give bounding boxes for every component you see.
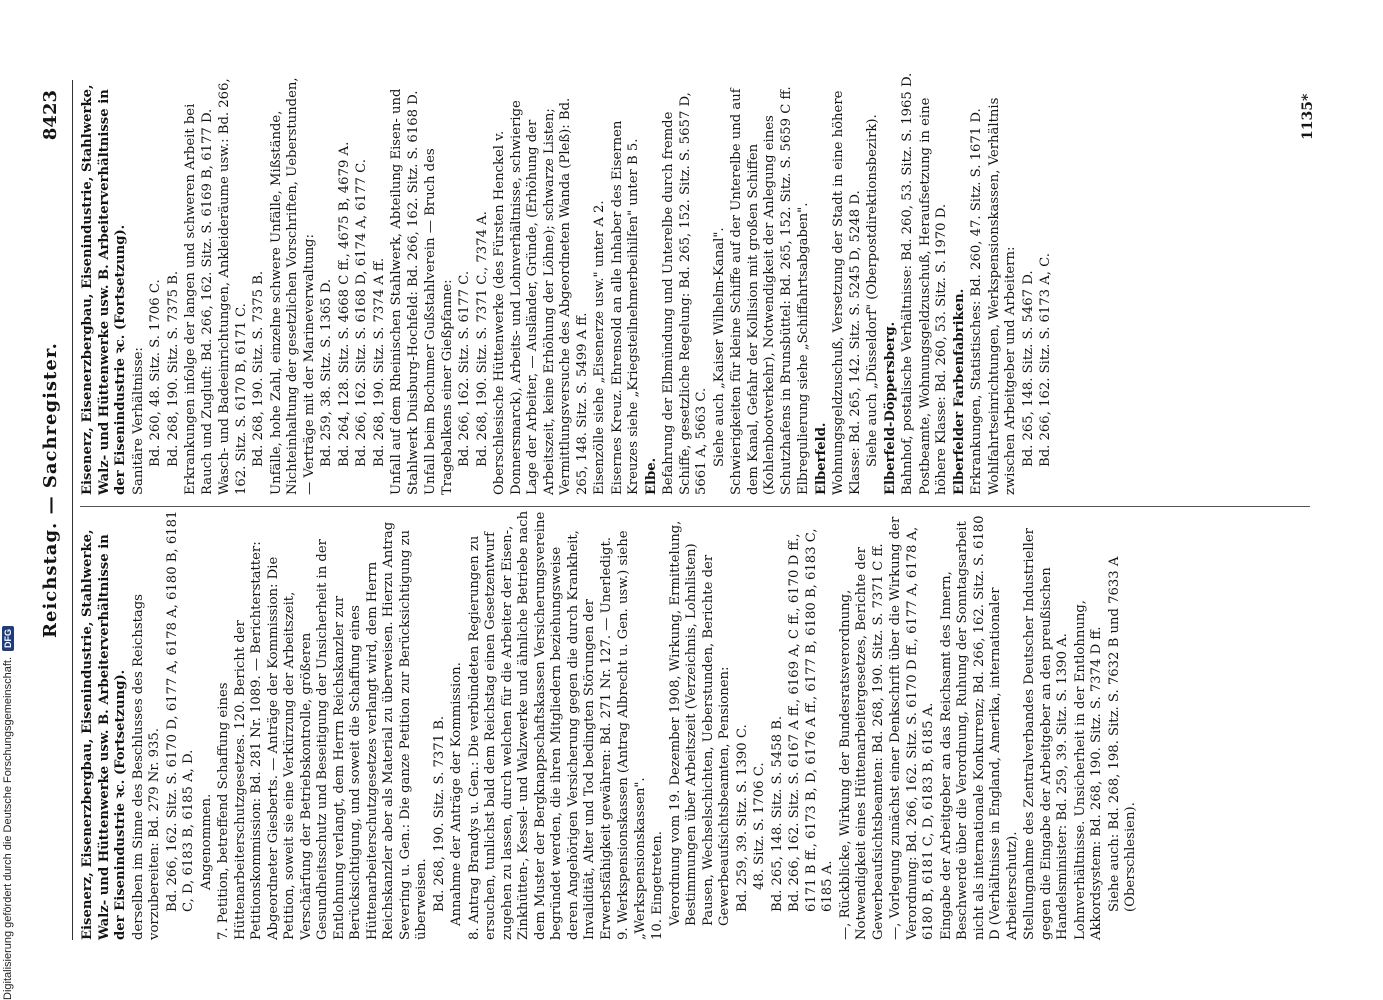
index-entry: Bd. 266, 162. Sitz. S. 6173 A, C. bbox=[1038, 253, 1053, 467]
index-entry: Bd. 268, 190. Sitz. S. 7371 B. bbox=[431, 715, 447, 912]
index-entry: Bd. 268, 190. Sitz. S. 7375 B. bbox=[165, 270, 181, 467]
index-entry: Oberschlesische Hüttenwerke (des Fürsten Henckel v. Donnersmarck), Arbeits- und Lohnverhältnisse, schwierige Lage der Arbeiter, — Ausländer, Gründe, (Erhöhung der Arbeitszeit, keine Erhöhung der Löhne); schwarze Listen; Vermittlungsversuche des Abgeordneten Wanda (Pleß): Bd. 265, 148. Sitz. S. 5499 A ff. bbox=[492, 97, 590, 495]
credit-text: Digitalisierung gefördert durch die Deutsche Forschungsgemeinschaft. bbox=[2, 656, 14, 1000]
index-entry: 9. Werkspensionskassen (Antrag Albrecht u. Gen. usw.) siehe „Werkspensionskassen". bbox=[616, 530, 648, 940]
index-entry: Bd. 260, 48. Sitz. S. 1706 C. bbox=[148, 279, 163, 467]
index-entry: Verordnung vom 19. Dezember 1908, Wirkung, Ermittelung, Bestimmungen über Arbeitszeit (Verzeichnis, Lohnlisten) Pausen, Wechselschichten, Ueberstunden, Berichte der Gewerbeaufsichtsbeamten, Pensionen: bbox=[667, 520, 732, 926]
index-entry: 7. Petition, betreffend Schaffung eines Hüttenarbeiterschutzgesetzes. 120. Bericht der Petitionskommission: Bd. 281 Nr. 1089. — Berichterstatter: Abgeordneter Giesberts. — Anträge der Kommission: Die Petition, soweit sie eine Verkürzung der Arbeitszeit, Verschärfung der Betriebskontrolle, größeren Gesundheitsschutz und Beseitigung der Unsicherheit in der Entlohnung verlangt, dem Herrn Reichskanzler zur Berücksichtigung, und soweit die Schaffung eines Hüttenarbeiterschutzgesetzes verlangt wird, dem Herrn Reichskanzler aber als Material zu überweisen. Hierzu Antrag Severing u. Gen.: Die ganze Petition zur Berücksichtigung zu überweisen. bbox=[216, 521, 429, 940]
index-entry: Siehe auch „Kaiser Wilhelm-Kanal". bbox=[711, 227, 727, 467]
left-column bbox=[80, 510, 1141, 940]
index-entry: Bd. 268, 190. Sitz. S. 7375 B. bbox=[251, 270, 266, 467]
index-entry: Siehe auch: Bd. 268, 198. Sitz. S. 7632 B und 7633 A (Oberschlesien). bbox=[1106, 556, 1138, 912]
index-entry: Elbregulierung siehe „Schiffahrtsabgaben". bbox=[796, 202, 811, 495]
index-entry: —, Rückblicke, Wirkung der Bundesratsverordnung, Notwendigkeit eines Hüttenarbeitergesetzes, Berichte der Gewerbeaufsichtsbeamten: Bd. 268, 190. Sitz. S. 7371 C ff. bbox=[837, 543, 886, 940]
index-entry: Siehe auch „Düsseldorf" (Oberpostdirektionsbezirk). bbox=[865, 114, 880, 467]
index-entry: Bd. 264, 128. Sitz. S. 4668 C ff., 4675 B, 4679 A. bbox=[336, 141, 352, 467]
index-entry: Bd. 266, 162. Sitz. S. 6177 C. bbox=[457, 270, 472, 467]
index-entry: Lohnverhältnisse. Unsicherheit in der Entlohnung, Akkordsystem: Bd. 268, 190. Sitz. S. 7374 D ff. bbox=[1072, 600, 1104, 940]
index-entry: Stellungnahme des Zentralverbandes Deutscher Industrieller gegen die Eingabe der Arbeitgeber an den preußischen Handelsminister: Bd. 259, 39. Sitz. S. 1390 A. bbox=[1022, 528, 1070, 940]
index-entry: Bd. 259, 38. Sitz. S. 1365 D. bbox=[319, 278, 334, 467]
index-entry: Erkrankungen, Statistisches: Bd. 260, 47. Sitz. S. 1671 D. bbox=[969, 108, 984, 495]
index-entry: Eingabe der Arbeitgeber an das Reichsamt des Innern, Beschwerde über die Verordnung, Ruhung der Sonntagsarbeit nicht als internationale Konkurrenz; Bd. 266, 162. Sitz. S. 6180 D (Verhältnisse in England, Amerika, internationaler Arbeiterschutz). bbox=[938, 515, 1020, 940]
index-entry: Bd. 268, 190. Sitz. S. 7371 C., 7374 A. bbox=[474, 211, 490, 467]
index-entry: Befahrung der Elbmündung und Unterelbe durch fremde Schiffe, gesetzliche Regelung: Bd. 265, 152. Sitz. S. 5657 D, 5661 A, 5663 C. bbox=[661, 92, 709, 495]
index-entry: Unfall auf dem Rheinischen Stahlwerk, Abteilung Eisen- und Stahlwerk Duisburg-Hochfeld: Bd. 266, 162. Sitz. S. 6168 D. bbox=[389, 88, 421, 495]
index-heading: Elberfeld. bbox=[813, 422, 829, 495]
index-entry: Bd. 266, 162. Sitz. S. 6170 D, 6177 A, 6178 A, 6180 B, 6181 C, D, 6183 B, 6185 A, D. bbox=[164, 510, 196, 912]
index-heading: Elberfelder Farbenfabriken. bbox=[951, 288, 967, 495]
index-heading: Elbe. bbox=[643, 457, 659, 495]
index-entry: Bd. 265, 148. Sitz. S. 5467 D. bbox=[1020, 270, 1036, 467]
index-entry: Bd. 266, 162. Sitz. S. 6167 A ff., 6169 A, C ff., 6170 D ff., 6171 B ff., 6173 B, D, 6176 A ff., 6177 B, 6180 B, 6183 C, 6185 A. bbox=[787, 528, 835, 912]
index-entry: Unfälle, hohe Zahl, einzelne schwere Unfälle, Mißstände, Nichteinhaltung der gesetzlichen Vorschriften, Ueberstunden, — Verträge mit der Marineverwaltung: bbox=[268, 77, 317, 495]
index-entry: Eisenzölle siehe „Eisenerze usw." unter A 2. bbox=[592, 200, 607, 495]
index-heading: Elberfeld-Döppersberg. bbox=[882, 321, 898, 495]
dfg-logo: DFG bbox=[2, 626, 14, 651]
index-entry: Eisernes Kreuz. Ehrensold an alle Inhaber des Eisernen Kreuzes siehe „Kriegsteilnehmerbeihilfen" unter B 5. bbox=[609, 120, 641, 495]
index-entry: Schwierigkeiten für kleine Schiffe auf der Unterelbe und auf dem Kanal, Gefahr der Kollision mit großen Schiffen (Kohlenbootverkehr), Notwendigkeit der Anlegung eines Schutzhafens in Brunsbüttel: Bd. 265, 152. Sitz. S. 5659 C ff. bbox=[729, 86, 794, 495]
index-entry: Wasch- und Badeeinrichtungen, Ankleideräume usw.: Bd. 266, 162. Sitz. S. 6170 B, 6171 C. bbox=[217, 78, 249, 495]
index-entry: Unfall beim Bochumer Gußstahlverein — Bruch des Tragebalkens einer Gießpfanne: bbox=[423, 148, 455, 495]
page-number: 8423 bbox=[40, 90, 61, 141]
sheet-signature: 1135* bbox=[1300, 93, 1316, 140]
index-entry: Postbeamte, Wohnungsgeldzuschuß, Heraufsetzung in eine höhere Klasse: Bd. 260, 53. Sitz. S. 1970 D. bbox=[917, 97, 949, 495]
index-entry: Bd. 266, 162. Sitz. S. 6168 D, 6174 A, 6177 C. bbox=[354, 159, 369, 467]
column-divider bbox=[80, 506, 1310, 507]
index-entry: Erkrankungen infolge der langen und schweren Arbeit bei Rauch und Zugluft: Bd. 266, 162. Sitz. S. 6169 B, 6177 D. bbox=[183, 103, 215, 495]
index-entry: Angenommen. bbox=[198, 793, 214, 890]
index-entry: derselben im Sinne des Beschlusses des Reichstags vorzubereiten: Bd. 279 Nr. 935. bbox=[130, 594, 162, 940]
running-head: Reichstag. — Sachregister. bbox=[40, 342, 61, 638]
index-entry: 48. Sitz. S. 1706 C. bbox=[752, 762, 767, 890]
header-rule bbox=[72, 80, 73, 940]
index-entry: 10. Eingetreten. bbox=[650, 831, 665, 940]
index-entry: Bd. 265, 148. Sitz. S. 5458 B. bbox=[769, 715, 785, 912]
index-entry: Bd. 268, 190. Sitz. S. 7374 A ff. bbox=[371, 257, 387, 467]
index-entry: Bd. 259, 39. Sitz. S. 1390 C. bbox=[734, 724, 750, 912]
index-entry: —, Vorlegung zunächst einer Denkschrift über die Wirkung der Verordnung: Bd. 266, 162. Sitz. S. 6170 D ff., 6177 A, 6178 A, 6180 B, 6181 C, D, 6183 B, 6185 A. bbox=[888, 516, 936, 940]
index-entry: Wohnungsgeldzuschuß, Versetzung der Stadt in eine höhere Klasse: Bd. 265, 142. Sitz. S. 5245 D, 5248 D. bbox=[831, 90, 863, 495]
index-entry: Bahnhof, postalische Verhältnisse: Bd. 260, 53. Sitz. S. 1965 D. bbox=[900, 72, 915, 495]
index-heading: Eisenerz, Eisenerzbergbau, Eisenindustrie, Stahlwerke, Walz- und Hüttenwerke usw. B. Arbeiterverhältnisse in der Eisenindustrie ꝛc. (Fortsetzung). bbox=[80, 84, 128, 495]
index-entry: Sanitäre Verhältnisse: bbox=[130, 347, 146, 495]
index-heading: Eisenerz, Eisenerzbergbau, Eisenindustrie, Stahlwerke, Walz- und Hüttenwerke usw. B. Arbeiterverhältnisse in der Eisenindustrie ꝛc. (Fortsetzung). bbox=[80, 529, 128, 940]
right-column bbox=[80, 65, 1056, 495]
index-entry: Annahme der Anträge der Kommission. bbox=[449, 662, 464, 926]
index-entry: Wohlfahrtseinrichtungen, Werkspensionskassen, Verhältnis zwischen Arbeitgeber und Arbeitern: bbox=[986, 97, 1018, 495]
index-entry: 8. Antrag Brandys u. Gen.: Die verbündeten Regierungen zu ersuchen, tunlichst bald dem Reichstag einen Gesetzentwurf zugehen zu lassen, durch welchen für die Arbeiter der Eisen-, Zinkhütten-, Kessel- und Walzwerke und ähnliche Betriebe nach dem Muster der Bergknappschaftskassen Versicherungsvereine begründet werden, die ihren Mitgliedern beziehungsweise deren Angehörigen Versicherung gegen die durch Krankheit, Invalidität, Alter und Tod bedingten Störungen der Erwerbsfähigkeit gewähren: Bd. 271 Nr. 127. — Unerledigt. bbox=[466, 510, 614, 940]
